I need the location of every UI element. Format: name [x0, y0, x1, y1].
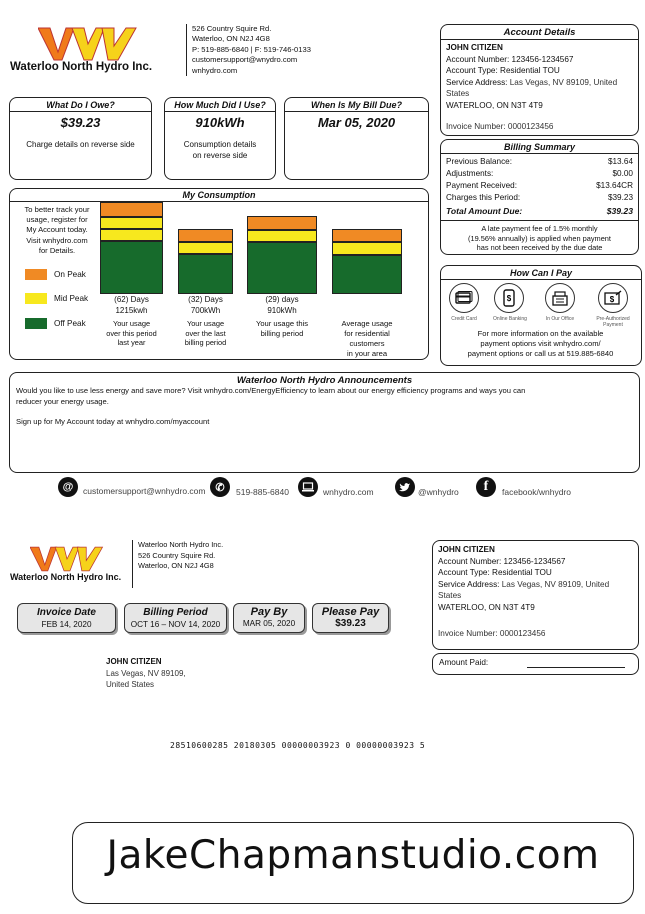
bar1-desc1: Your usage: [112, 319, 151, 328]
bar1-desc3: last year: [117, 338, 146, 348]
in-our-office-icon[interactable]: [545, 283, 575, 313]
service-address-label: Service Address:: [446, 77, 508, 87]
intro-line2: usage, register for: [26, 215, 88, 225]
announcements-line2: reducer your energy usage.: [16, 396, 109, 406]
stub-account-type-label: Account Type:: [438, 568, 490, 577]
pay-method-label-online-banking: Online Banking: [493, 316, 527, 322]
stub-logo-text: Waterloo North Hydro Inc.: [10, 572, 122, 582]
stub-customer-block: [106, 656, 186, 691]
late-fee-note1: A late payment fee of 1.5% monthly: [481, 224, 598, 233]
bill-due-box: [284, 97, 429, 180]
company-phones: P: 519-885-6840 | F: 519-746-0133: [192, 44, 311, 54]
bar3-mid-peak: [247, 230, 317, 242]
bar1-desc2: over this period: [106, 328, 157, 338]
bar2-desc1: Your usage: [186, 319, 225, 328]
announcements-box: [9, 372, 640, 473]
stub-customer-city: Las Vegas, NV 89109,: [106, 668, 186, 678]
stub-service-address-line1: Las Vegas, NV 89109, United: [501, 579, 610, 589]
pay-method-label-in-our-office: In Our Office: [545, 316, 575, 322]
stub-invoice-number: 0000123456: [499, 629, 546, 638]
bar4-desc1: Average usage: [341, 319, 393, 328]
company-web: wnhydro.com: [192, 65, 238, 75]
how-can-i-pay-box: [440, 265, 642, 366]
usage-note2: on reverse side: [192, 150, 248, 160]
watermark-banner: [72, 822, 634, 904]
contact-phone[interactable]: 519-885-6840: [236, 487, 289, 497]
contact-twitter[interactable]: @wnhydro: [418, 487, 459, 497]
legend-off-peak-swatch: [25, 318, 47, 329]
bar3-on-peak: [247, 216, 317, 230]
bar2-kwh: 700kWh: [190, 305, 221, 315]
amount-paid-label: Amount Paid:: [439, 658, 489, 667]
bar1-on-peak: [100, 202, 163, 217]
stub-account-box: [432, 540, 639, 650]
company-email: customersupport@wnydro.com: [192, 55, 298, 65]
bar2-desc3: billing period: [184, 338, 227, 348]
billing-period-pill: [124, 603, 227, 633]
bar1-days: (62) Days: [114, 295, 149, 304]
bar4-desc4: in your area: [346, 349, 388, 358]
bar2-label: [168, 295, 243, 348]
stub-address2: Waterloo, ON N2J 4G8: [138, 561, 214, 571]
usage-note1: Consumption details: [183, 140, 257, 149]
what-do-i-owe-title: What Do I Owe?: [10, 98, 151, 112]
stub-invoice-number-label: Invoice Number:: [438, 629, 498, 638]
consumption-box: [9, 188, 429, 360]
legend-mid-peak-label: Mid Peak: [54, 294, 89, 303]
bill-due-date: Mar 05, 2020: [317, 115, 396, 130]
bar4-desc3: customers: [349, 339, 385, 348]
account-number-label: Account Number:: [446, 54, 510, 64]
stub-address1: 526 Country Squire Rd.: [138, 550, 216, 560]
please-pay-pill: [312, 603, 389, 633]
watermark-text: JakeChapmanstudio.com: [106, 833, 600, 878]
stub-logo: [10, 545, 140, 590]
how-much-used-title: How Much Did I Use?: [165, 98, 275, 112]
bar2-mid-peak: [178, 242, 233, 254]
service-address-line1: Las Vegas, NV 89109, United: [509, 77, 618, 87]
contact-email[interactable]: customersupport@wnhydro.com: [83, 486, 206, 496]
charges-value: $39.23: [607, 193, 633, 202]
stub-account-name: JOHN CITIZEN: [438, 545, 495, 554]
company-address2: Waterloo, ON N2J 4G8: [192, 34, 270, 44]
account-type: Residential TOU: [500, 66, 560, 75]
bar3-label: [242, 295, 322, 339]
how-much-used-box: [164, 97, 276, 180]
pay-by-pill: [233, 603, 305, 633]
legend-on-peak-swatch: [25, 269, 47, 280]
facebook-icon[interactable]: f: [476, 477, 496, 497]
invoice-date-label: Invoice Date: [37, 607, 96, 618]
svg-text:$: $: [506, 294, 512, 303]
stub-account-number: 123456-1234567: [503, 556, 566, 566]
previous-balance-label: Previous Balance:: [446, 157, 512, 166]
bar4-on-peak: [332, 229, 402, 242]
account-details-title: Account Details: [441, 25, 638, 40]
stub-city-line: WATERLOO, ON N3T 4T9: [438, 602, 535, 612]
please-pay-value: $39.23: [335, 618, 366, 629]
consumption-title: My Consumption: [10, 189, 428, 202]
pay-info2: payment options visit wnhydro.com/: [480, 339, 601, 349]
contact-web[interactable]: wnhydro.com: [323, 487, 374, 497]
billing-row-payment: [446, 180, 633, 192]
stub-service-address-line2: States: [438, 591, 462, 600]
pay-info1: For more information on the available: [477, 329, 604, 338]
twitter-icon[interactable]: [395, 477, 415, 497]
service-city-line: WATERLOO, ON N3T 4T9: [446, 100, 543, 110]
bar2-on-peak: [178, 229, 233, 242]
announcements-line3: Sign up for My Account today at wnhydro.com/myaccount: [16, 417, 210, 427]
billing-row-total: [446, 205, 633, 217]
online-banking-icon[interactable]: [494, 283, 524, 313]
stub-account-number-label: Account Number:: [438, 556, 502, 566]
bar1-mid-peak: [100, 217, 163, 229]
billing-summary-title: Billing Summary: [441, 140, 638, 154]
announcements-line1: Would you like to use less energy and save more? Visit wnhydro.com/EnergyEfficiency to learn about our energy efficiency programs and ways you can: [16, 386, 526, 395]
bill-due-title: When Is My Bill Due?: [285, 98, 428, 112]
intro-line5: for Details.: [38, 245, 76, 255]
bar2-days: (32) Days: [188, 295, 223, 304]
stub-service-address-label: Service Address:: [438, 579, 500, 589]
bar3-days: (29) days: [265, 295, 299, 304]
billing-row-previous: [446, 156, 633, 168]
bar4-off-peak: [332, 255, 402, 294]
billing-period-value: OCT 16 – NOV 14, 2020: [130, 620, 221, 629]
stub-customer-country: United States: [106, 680, 155, 689]
phone-icon[interactable]: ✆: [210, 477, 230, 497]
pay-info3: payment options or call us at 519.885-6840: [467, 349, 614, 359]
invoice-number-label: Invoice Number:: [446, 122, 506, 131]
payment-received-label: Payment Received:: [446, 181, 517, 190]
stub-logo-mark: [30, 545, 104, 573]
late-fee-note2: (19.56% annually) is applied when payment: [468, 233, 611, 243]
bar1-off-peak: [100, 241, 163, 294]
late-fee-note3: has not been received by the due date: [476, 243, 603, 253]
company-logo: [10, 26, 170, 76]
logo-text: Waterloo North Hydro Inc.: [10, 61, 153, 73]
pay-method-label-credit-card: Credit Card: [451, 316, 477, 322]
bar3-desc2: billing period: [260, 329, 304, 338]
bar2-desc2: over the last: [185, 328, 226, 338]
please-pay-label: Please Pay: [321, 606, 380, 618]
intro-line3: My Account today.: [26, 225, 88, 235]
bar3-desc1: Your usage this: [255, 319, 309, 328]
payment-received-value: $13.64CR: [596, 181, 633, 190]
credit-card-icon[interactable]: [449, 283, 479, 313]
announcements-title: Waterloo North Hydro Announcements: [236, 375, 413, 386]
pay-method-label-pre-authorized: Pre-Authorized Payment: [596, 316, 630, 328]
legend-on-peak-label: On Peak: [54, 270, 86, 279]
account-details-box: [440, 24, 639, 136]
legend-mid-peak-swatch: [25, 293, 47, 304]
consumption-intro: [14, 205, 100, 256]
amount-paid-input[interactable]: [527, 667, 625, 668]
company-address1: 526 Country Squire Rd.: [192, 24, 272, 33]
bar4-label: [326, 319, 408, 359]
legend-off-peak-label: Off Peak: [54, 319, 86, 328]
pay-by-value: MAR 05, 2020: [242, 619, 296, 628]
bar1-label: [90, 295, 173, 348]
account-number: 123456-1234567: [511, 54, 574, 64]
what-do-i-owe-box: [9, 97, 152, 180]
billing-row-charges: [446, 192, 633, 204]
micr-line: 28510600285 20180305 00000003923 0 00000003923 5: [170, 741, 426, 750]
service-address-line2: States: [446, 89, 470, 98]
company-address-block: [186, 24, 311, 76]
adjustments-value: $0.00: [612, 169, 633, 178]
pay-info: [441, 329, 640, 360]
svg-text:$: $: [609, 295, 615, 304]
contact-facebook[interactable]: facebook/wnhydro: [502, 487, 571, 497]
pay-by-label: Pay By: [250, 606, 288, 618]
web-icon[interactable]: [298, 477, 318, 497]
bar4-desc2: for residential: [344, 329, 390, 338]
pre-authorized-icon[interactable]: [598, 283, 628, 313]
stub-customer-name: JOHN CITIZEN: [106, 657, 162, 666]
account-holder-name: JOHN CITIZEN: [446, 43, 503, 52]
invoice-number: 0000123456: [507, 122, 554, 131]
logo-mark: [38, 26, 138, 62]
billing-summary-box: [440, 139, 639, 255]
bar1-kwh: 1215kwh: [115, 305, 148, 315]
previous-balance-value: $13.64: [607, 157, 633, 166]
charges-label: Charges this Period:: [446, 193, 521, 202]
email-icon[interactable]: @: [58, 477, 78, 497]
stub-address-block: [132, 540, 223, 588]
account-type-label: Account Type:: [446, 66, 498, 75]
stub-account-type: Residential TOU: [492, 568, 552, 577]
stub-address-name: Waterloo North Hydro Inc.: [138, 540, 224, 549]
bar2-off-peak: [178, 254, 233, 294]
billing-row-adjustments: [446, 168, 633, 180]
bar4-mid-peak: [332, 242, 402, 255]
adjustments-label: Adjustments:: [446, 169, 494, 178]
amount-paid-box: [432, 653, 639, 675]
billing-period-label: Billing Period: [143, 607, 208, 618]
bar3-kwh: 910kWh: [267, 305, 297, 315]
bar3-off-peak: [247, 242, 317, 294]
invoice-date-pill: [17, 603, 116, 633]
total-due-label: Total Amount Due:: [446, 206, 523, 216]
invoice-date-value: FEB 14, 2020: [41, 620, 92, 629]
bar1-mid-peak-2: [100, 229, 163, 241]
usage-amount: 910kWh: [195, 115, 245, 130]
intro-line4: Visit wnhydro.com: [26, 235, 88, 245]
how-can-i-pay-title: How Can I Pay: [441, 266, 641, 280]
amount-owed: $39.23: [60, 115, 101, 130]
intro-line1: To better track your: [24, 205, 90, 214]
total-due-value: $39.23: [606, 206, 633, 216]
owe-note: Charge details on reverse side: [26, 140, 135, 149]
